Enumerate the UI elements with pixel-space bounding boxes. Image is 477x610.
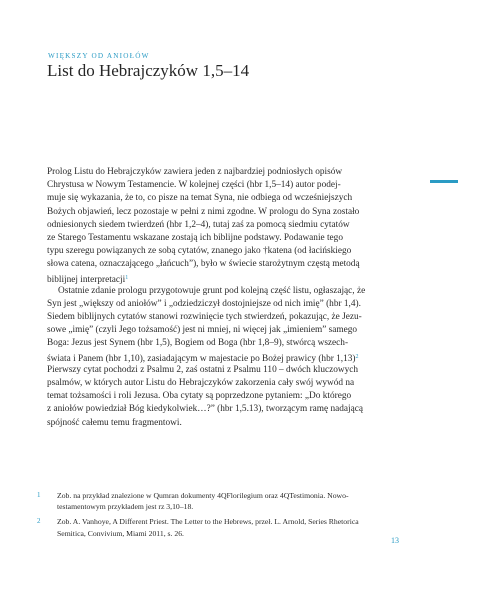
footnote-2 [37, 516, 407, 538]
text-line: typu szeregu powiązanych ze sobą cytatów, znanego jako †katena (od łacińskiego [47, 246, 352, 257]
text-line: ze Starego Testamentu wskazane zostają ich biblijne podstawy. Podawanie tego [47, 232, 343, 243]
text-segment: świata i Panem (hbr 1,10), zasiadającym w majestacie po Bożej prawicy (hbr 1,13) [47, 353, 356, 364]
body-text [47, 166, 405, 430]
text-line: psalmów, w których autor Listu do Hebrajczyków zakorzenia cały swój wywód na [47, 378, 355, 388]
footnote-1 [37, 490, 407, 512]
paragraph-2 [47, 285, 405, 430]
text-line: spójność całemu temu fragmentowi. [47, 417, 182, 428]
paragraph-1 [47, 166, 405, 285]
footnote-ref-2[interactable]: 2 [355, 353, 359, 360]
footnotes [37, 490, 407, 543]
text-line: z aniołów powiedział Bóg kiedykolwiek…?” (hbr 1,5.13), tworzącym ramę nadającą [47, 404, 363, 415]
text-line [47, 272, 405, 285]
text-line: odniesionych siedem twierdzeń (hbr 1,2–4), tutaj zaś za pomocą siedmiu cytatów [47, 219, 350, 230]
text-line: Syn jest „większy od aniołów” i „odziedziczył dostojniejsze od nich imię” (hbr 1,4). [47, 298, 361, 309]
footnote-number: 2 [37, 517, 41, 526]
footnote-line: Zob. na przykład znalezione w Qumran dokumenty 4QFlorilegium oraz 4QTestimonia. Nowo- [57, 491, 349, 500]
text-line [47, 351, 405, 364]
text-line: Prolog Listu do Hebrajczyków zawiera jeden z najbardziej podniosłych opisów [47, 167, 343, 177]
footnote-number: 1 [37, 491, 41, 499]
footnote-line: testamentowym przykładem jest rz 3,10–18. [57, 502, 194, 512]
text-line: słowa catena, oznaczającego „łańcuch”), było w świecie starożytnym częstą metodą [47, 259, 360, 270]
text-segment: biblijnej interpretacji [47, 274, 126, 285]
text-line: Chrystusa w Nowym Testamencie. W kolejnej części (hbr 1,5–14) autor podej- [47, 180, 341, 191]
text-line: Siedem biblijnych cytatów stanowi rozwinięcie tych stwierdzeń, pokazując, że Jezu- [47, 312, 362, 323]
edge-tab-marker [430, 180, 458, 183]
text-line: Bożych objawień, lecz pozostaje w pełni z nimi zgodne. W prologu do Syna zostało [47, 206, 360, 217]
text-line: Ostatnie zdanie prologu przygotowuje grunt pod kolejną część listu, ogłaszając, że [58, 285, 366, 296]
text-line: muje się wykazania, że to, co pisze na temat Syna, nie odbiega od wcześniejszych [47, 193, 353, 204]
section-title: List do Hebrajczyków 1,5–14 [47, 61, 250, 80]
text-line: sowe „imię” (czyli Jego tożsamość) jest ni mniej, ni więcej jak „imieniem” samego [47, 325, 358, 336]
page-number: 13 [391, 536, 399, 545]
footnote-line: Zob. A. Vanhoye, A Different Priest. The Letter to the Hebrews, przeł. L. Arnold, Series Rhetorica [57, 517, 359, 527]
text-line: temat tożsamości i roli Jezusa. Oba cytaty są poprzedzone pytaniem: „Do którego [47, 391, 352, 402]
text-line: Pierwszy cytat pochodzi z Psalmu 2, zaś ostatni z Psalmu 110 – dwóch kluczowych [47, 364, 359, 375]
text-line: Boga: Jezus jest Synem (hbr 1,5), Bogiem od Boga (hbr 1,8–9), stwórcą wszech- [47, 338, 349, 349]
footnote-line: Semitica, Convivium, Miami 2011, s. 26. [57, 528, 184, 538]
footnote-ref-1[interactable]: 1 [125, 274, 129, 281]
section-kicker: WIĘKSZY OD ANIOŁÓW [48, 52, 150, 60]
